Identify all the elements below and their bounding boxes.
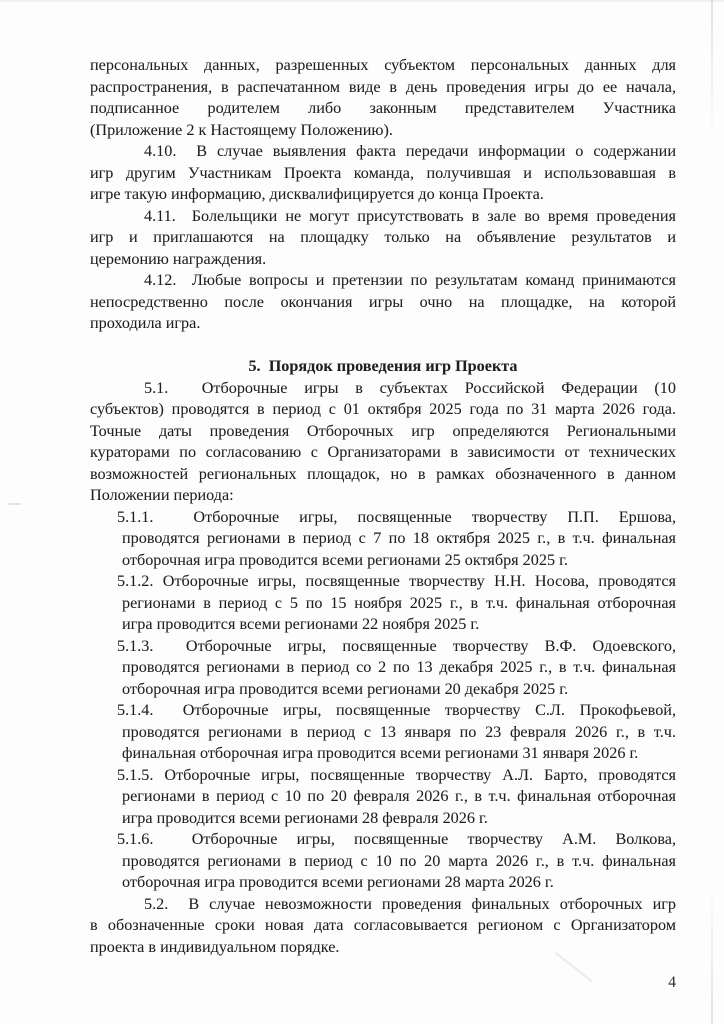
text-line: отборочная игра проводится всеми регионами 25 октября 2025 г. (122, 550, 568, 569)
heading-section-5: 5. Порядок проведения игр Проекта (248, 357, 518, 375)
text-line: церемонию награждения. (90, 249, 267, 268)
text-line: финальная отборочная игра проводится всеми регионами 31 января 2026 г. (122, 744, 639, 762)
document-body (90, 55, 676, 958)
text-line: регионами в период с 5 по 15 ноября 2025 г., в т.ч. финальная отборочная (122, 593, 676, 612)
para-4-11 (90, 206, 676, 271)
scan-smudge-left (8, 503, 21, 505)
para-5-1 (90, 378, 676, 507)
text-line: (Приложение 2 к Настоящему Положению). (90, 120, 393, 139)
text-line: проводятся регионами в период с 7 по 18 октября 2025 г., в т.ч. финальная (122, 529, 676, 547)
text-line: игра проводится всеми регионами 22 ноября 2025 г. (122, 615, 480, 633)
text-line: 5.1.3. Отборочные игры, посвященные творчеству В.Ф. Одоевского, (117, 636, 676, 655)
scan-top-edge-artifact (0, 0, 724, 2)
text-line: проводятся регионами в период с 10 по 20 марта 2026 г., в т.ч. финальная (122, 851, 676, 870)
text-line: игр и приглашаются на площадку только на объявление результатов и (90, 228, 676, 246)
text-line: проводятся регионами в период с 13 января по 23 февраля 2026 г., в т.ч. (122, 722, 676, 741)
text-line: персональных данных, разрешенных субъектом персональных данных для (90, 56, 676, 74)
text-line: 5.1. Отборочные игры в субъектах Российской Федерации (10 (144, 378, 676, 397)
text-line: игра проводится всеми регионами 28 февраля 2026 г. (122, 808, 488, 827)
para-4-10 (90, 141, 676, 206)
text-line: проекта в индивидуальном порядке. (90, 937, 340, 956)
text-line: Положении периода: (90, 486, 234, 504)
text-line: 5.1.4. Отборочные игры, посвященные творчеству С.Л. Прокофьевой, (117, 701, 676, 719)
text-line: непосредственно после окончания игры очно на площадке, на которой (90, 292, 676, 311)
text-line: игре такую информацию, дисквалифицируется до конца Проекта. (90, 185, 544, 203)
text-line: 4.10. В случае выявления факта передачи информации о содержании (144, 142, 676, 160)
para-5-1-4 (117, 700, 676, 765)
blank-line (90, 335, 676, 357)
text-line: проводятся регионами в период со 2 по 13 декабря 2025 г., в т.ч. финальная (122, 658, 676, 676)
text-line: кураторами по согласованию с Организаторами в зависимости от технических (90, 443, 676, 461)
para-5-2 (90, 894, 676, 959)
text-line: в обозначенные сроки новая дата согласовывается регионом с Организатором (90, 916, 676, 934)
text-line: 4.11. Болельщики не могут присутствовать в зале во время проведения (144, 206, 676, 225)
para-intro-continuation (90, 55, 676, 141)
para-5-1-1 (117, 507, 676, 572)
text-line: регионами в период с 10 по 20 февраля 2026 г., в т.ч. финальная отборочная (122, 787, 676, 805)
text-line: подписанное родителем либо законным представителем Участника (90, 99, 676, 117)
text-line: отборочная игра проводится всеми регионами 20 декабря 2025 г. (122, 679, 569, 698)
text-line: распространения, в распечатанном виде в день проведения игры до ее начала, (90, 77, 676, 96)
text-line: возможностей региональных площадок, но в рамках обозначенного в данном (90, 464, 676, 483)
para-5-1-6 (117, 829, 676, 894)
text-line: Точные даты проведения Отборочных игр определяются Региональными (90, 421, 676, 440)
scan-right-edge-artifact (711, 0, 713, 1024)
text-line: 5.2. В случае невозможности проведения финальных отборочных игр (144, 894, 676, 913)
para-4-12 (90, 270, 676, 335)
text-line: проходила игра. (90, 314, 201, 332)
text-line: 5.1.5. Отборочные игры, посвященные творчеству А.Л. Барто, проводятся (117, 765, 676, 784)
text-line: субъектов) проводятся в период с 01 октября 2025 года по 31 марта 2026 года. (90, 400, 676, 418)
text-line: 4.12. Любые вопросы и претензии по результатам команд принимаются (144, 271, 676, 289)
text-line: 5.1.6. Отборочные игры, посвященные творчеству А.М. Волкова, (117, 830, 676, 848)
text-line: 5.1.2. Отборочные игры, посвященные творчеству Н.Н. Носова, проводятся (117, 572, 676, 590)
para-5-1-5 (117, 765, 676, 830)
page-number: 4 (668, 974, 676, 991)
para-5-1-2 (117, 571, 676, 636)
para-5-1-3 (117, 636, 676, 701)
text-line: 5.1.1. Отборочные игры, посвященные творчеству П.П. Ершова, (117, 507, 676, 526)
text-line: отборочная игра проводится всеми регионами 28 марта 2026 г. (122, 873, 554, 891)
text-line: игр другим Участникам Проекта команда, получившая и использовавшая в (90, 163, 676, 182)
